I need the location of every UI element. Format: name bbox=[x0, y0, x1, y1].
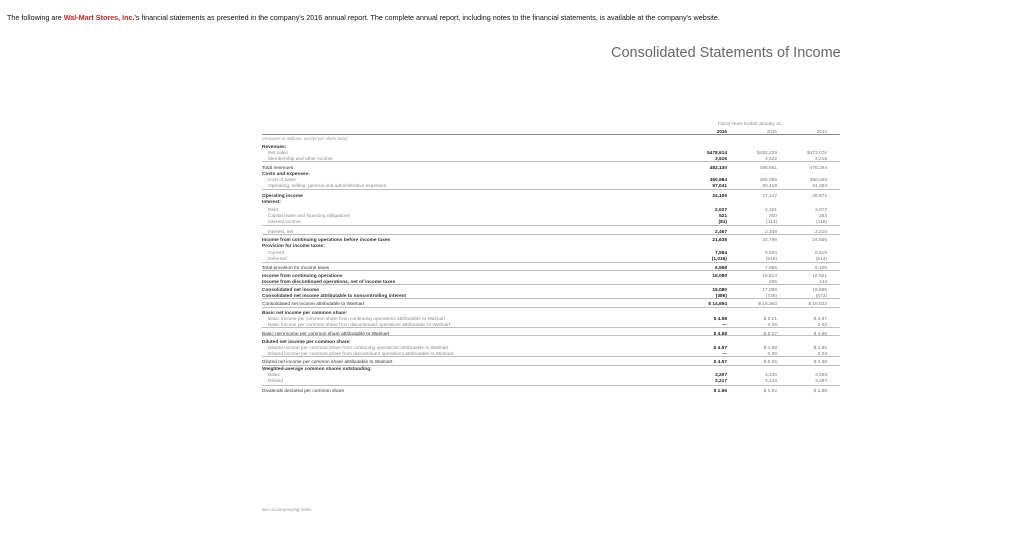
row-label: Consolidated net income attributable to Walmart bbox=[262, 302, 365, 307]
value-2014: (673) bbox=[815, 294, 827, 299]
row-label: Diluted net income per common share attributable to Walmart bbox=[262, 360, 393, 365]
row-divider bbox=[262, 356, 840, 357]
row-label: Membership and other income bbox=[268, 157, 333, 162]
value-2015: $ 5.01 bbox=[763, 317, 777, 322]
value-2016: 360,984 bbox=[709, 178, 727, 183]
row-label: Revenues: bbox=[262, 145, 287, 150]
value-2014: 8,619 bbox=[814, 251, 827, 256]
value-2014: 3,283 bbox=[814, 379, 827, 384]
value-2014: 358,069 bbox=[809, 178, 827, 183]
value-2016: $ 1.96 bbox=[713, 389, 727, 394]
intro-suffix: 's financial statements as presented in the company's 2016 annual report. The complete annual report, including notes to the financial statements, is available at the company's website. bbox=[134, 13, 720, 22]
value-2014: 2,072 bbox=[814, 208, 827, 213]
value-2014: 476,294 bbox=[809, 166, 827, 171]
row-label: Deferred bbox=[268, 257, 287, 262]
value-2016: $ 4.58 bbox=[713, 317, 727, 322]
row-label: Current bbox=[268, 251, 284, 256]
value-2014: 263 bbox=[818, 214, 827, 219]
year-2016: 2016 bbox=[716, 129, 727, 134]
value-2014: $ 4.88 bbox=[813, 360, 827, 365]
value-2014: 144 bbox=[818, 280, 827, 285]
row-label: Basic income per common share from discontinued operations attributable to Walmart bbox=[268, 323, 451, 328]
row-label: Diluted bbox=[268, 379, 283, 384]
value-2016: 3,516 bbox=[714, 157, 727, 162]
value-2014: $ 4.90 bbox=[813, 332, 827, 337]
row-label: Operating income bbox=[262, 194, 303, 199]
value-2015: 3,422 bbox=[764, 157, 777, 162]
value-2014: (514) bbox=[815, 257, 827, 262]
row-label: Basic net income per common share attributable to Walmart bbox=[262, 332, 390, 337]
row-label: Capital lease and financing obligations bbox=[268, 214, 350, 219]
row-label: Interest income bbox=[268, 220, 301, 225]
value-2015: 93,418 bbox=[762, 184, 777, 189]
statement-row bbox=[262, 243, 840, 250]
value-2016: 3,217 bbox=[714, 379, 727, 384]
row-label: Costs and expenses: bbox=[262, 172, 310, 177]
row-label: Income from continuing operations before income taxes bbox=[262, 238, 391, 243]
row-label: Diluted income per common share from discontinued operations attributable to Walmart bbox=[268, 352, 454, 357]
amounts-note: (Amounts in millions, except per share data) bbox=[262, 136, 348, 141]
value-2014: $ 16,022 bbox=[808, 302, 827, 307]
value-2016: $478,614 bbox=[706, 151, 727, 156]
value-2016: (386) bbox=[715, 294, 727, 299]
value-2015: 0.06 bbox=[767, 352, 777, 357]
row-label: Weighted-average common shares outstanding: bbox=[262, 367, 372, 372]
year-2015: 2015 bbox=[766, 129, 777, 134]
row-label: Income from discontinued operations, net of income taxes bbox=[262, 280, 396, 285]
value-2015: (736) bbox=[765, 294, 777, 299]
value-2015: 2,161 bbox=[764, 208, 777, 213]
value-2016: 15,080 bbox=[712, 274, 727, 279]
row-divider bbox=[262, 385, 840, 386]
value-2014: $473,076 bbox=[806, 151, 827, 156]
row-divider bbox=[262, 234, 840, 235]
value-2016: 2,467 bbox=[714, 230, 727, 235]
row-divider bbox=[262, 307, 840, 308]
row-label: Dividends declared per common share bbox=[262, 389, 345, 394]
value-2016: 521 bbox=[718, 214, 727, 219]
value-2015: 300 bbox=[768, 214, 777, 219]
value-2014: 91,353 bbox=[812, 184, 827, 189]
row-label: Income from continuing operations bbox=[262, 274, 343, 279]
value-2016: 24,105 bbox=[712, 194, 727, 199]
value-2014: $ 4.85 bbox=[813, 346, 827, 351]
value-2015: 7,985 bbox=[764, 266, 777, 271]
value-2016: $ 4.58 bbox=[713, 332, 727, 337]
value-2014: 3,269 bbox=[814, 373, 827, 378]
value-2015: $ 4.99 bbox=[763, 346, 777, 351]
row-label: Cost of sales bbox=[268, 178, 296, 183]
row-label: Interest, net bbox=[268, 230, 294, 235]
row-divider bbox=[262, 270, 840, 271]
value-2016: — bbox=[722, 352, 727, 357]
row-label: Diluted income per common share from continuing operations attributable to Walmart bbox=[268, 346, 449, 351]
value-2016: 7,584 bbox=[714, 251, 727, 256]
row-label: Basic net income per common share: bbox=[262, 311, 348, 316]
value-2016: 97,041 bbox=[712, 184, 727, 189]
statement-row bbox=[262, 388, 840, 395]
value-2016: — bbox=[722, 323, 727, 328]
value-2015: 485,651 bbox=[759, 166, 777, 171]
row-label: Total provision for income taxes bbox=[262, 266, 330, 271]
value-2015: $ 16,363 bbox=[758, 302, 777, 307]
value-2015: 8,504 bbox=[764, 251, 777, 256]
value-2016: (81) bbox=[718, 220, 727, 225]
value-2015: $ 5.05 bbox=[763, 360, 777, 365]
value-2016: 21,638 bbox=[712, 238, 727, 243]
row-label: Debt bbox=[268, 208, 279, 213]
row-label: Provision for income taxes: bbox=[262, 244, 325, 249]
row-divider bbox=[262, 225, 840, 226]
value-2016: 482,130 bbox=[709, 166, 727, 171]
row-divider bbox=[262, 262, 840, 263]
row-label: Consolidated net income bbox=[262, 288, 320, 293]
company-name: Wal-Mart Stores, Inc. bbox=[63, 13, 135, 22]
value-2014: (119) bbox=[816, 220, 827, 225]
value-2015: 24,799 bbox=[762, 238, 777, 243]
value-2016: 3,207 bbox=[714, 373, 727, 378]
row-label: Interest: bbox=[262, 200, 281, 205]
row-divider bbox=[262, 298, 840, 299]
value-2015: 2,348 bbox=[764, 230, 777, 235]
value-2015: $482,229 bbox=[756, 151, 777, 156]
value-2014: 0.03 bbox=[817, 323, 827, 328]
row-divider bbox=[262, 189, 840, 190]
value-2014: 2,216 bbox=[814, 230, 827, 235]
value-2015: 285 bbox=[768, 280, 777, 285]
value-2016: (1,026) bbox=[711, 257, 727, 262]
row-label: Basic income per common share from continuing operations attributable to Walmart bbox=[268, 317, 446, 322]
row-label: Operating, selling, general and administrative expenses bbox=[268, 184, 387, 189]
year-2014: 2014 bbox=[816, 129, 827, 134]
row-label: Net sales bbox=[268, 151, 288, 156]
value-2014: 16,695 bbox=[812, 288, 827, 293]
value-2015: 0.06 bbox=[767, 323, 777, 328]
value-2015: 17,099 bbox=[762, 288, 777, 293]
value-2014: 8,105 bbox=[814, 266, 827, 271]
statement-row bbox=[262, 378, 840, 385]
value-2015: (113) bbox=[766, 220, 777, 225]
value-2015: 16,814 bbox=[762, 274, 777, 279]
value-2014: 0.03 bbox=[817, 352, 827, 357]
row-divider bbox=[262, 327, 840, 328]
value-2015: 3,230 bbox=[764, 373, 777, 378]
row-divider bbox=[262, 161, 840, 162]
fiscal-years-header: Fiscal Years Ended January 31, bbox=[718, 121, 783, 126]
row-label: Diluted net income per common share: bbox=[262, 340, 351, 345]
value-2014: 26,872 bbox=[812, 194, 827, 199]
row-label: Basic bbox=[268, 373, 280, 378]
value-2015: (519) bbox=[765, 257, 777, 262]
row-divider bbox=[262, 335, 840, 336]
value-2015: 365,086 bbox=[759, 178, 777, 183]
row-divider bbox=[262, 365, 840, 366]
value-2016: 2,027 bbox=[714, 208, 727, 213]
value-2014: 24,656 bbox=[812, 238, 827, 243]
value-2015: 27,147 bbox=[762, 194, 777, 199]
value-2016: $ 4.57 bbox=[713, 346, 727, 351]
value-2014: $ 4.87 bbox=[813, 317, 827, 322]
intro-prefix: The following are bbox=[7, 13, 64, 22]
row-label: Total revenues bbox=[262, 166, 294, 171]
value-2016: $ 4.57 bbox=[713, 360, 727, 365]
value-2016: 15,080 bbox=[712, 288, 727, 293]
row-divider bbox=[262, 284, 840, 285]
statement-row bbox=[262, 199, 840, 206]
value-2016: $ 14,694 bbox=[708, 302, 727, 307]
value-2015: 3,243 bbox=[764, 379, 777, 384]
value-2014: 16,551 bbox=[812, 274, 827, 279]
footnote: See accompanying notes. bbox=[262, 507, 313, 512]
statement-title: Consolidated Statements of Income bbox=[611, 45, 841, 61]
value-2014: 3,218 bbox=[814, 157, 827, 162]
value-2015: $ 1.92 bbox=[763, 389, 777, 394]
value-2015: $ 5.07 bbox=[763, 332, 777, 337]
value-2016: 6,558 bbox=[714, 266, 727, 271]
row-label: Consolidated net income attributable to noncontrolling interest bbox=[262, 294, 406, 299]
value-2014: $ 1.88 bbox=[813, 389, 827, 394]
